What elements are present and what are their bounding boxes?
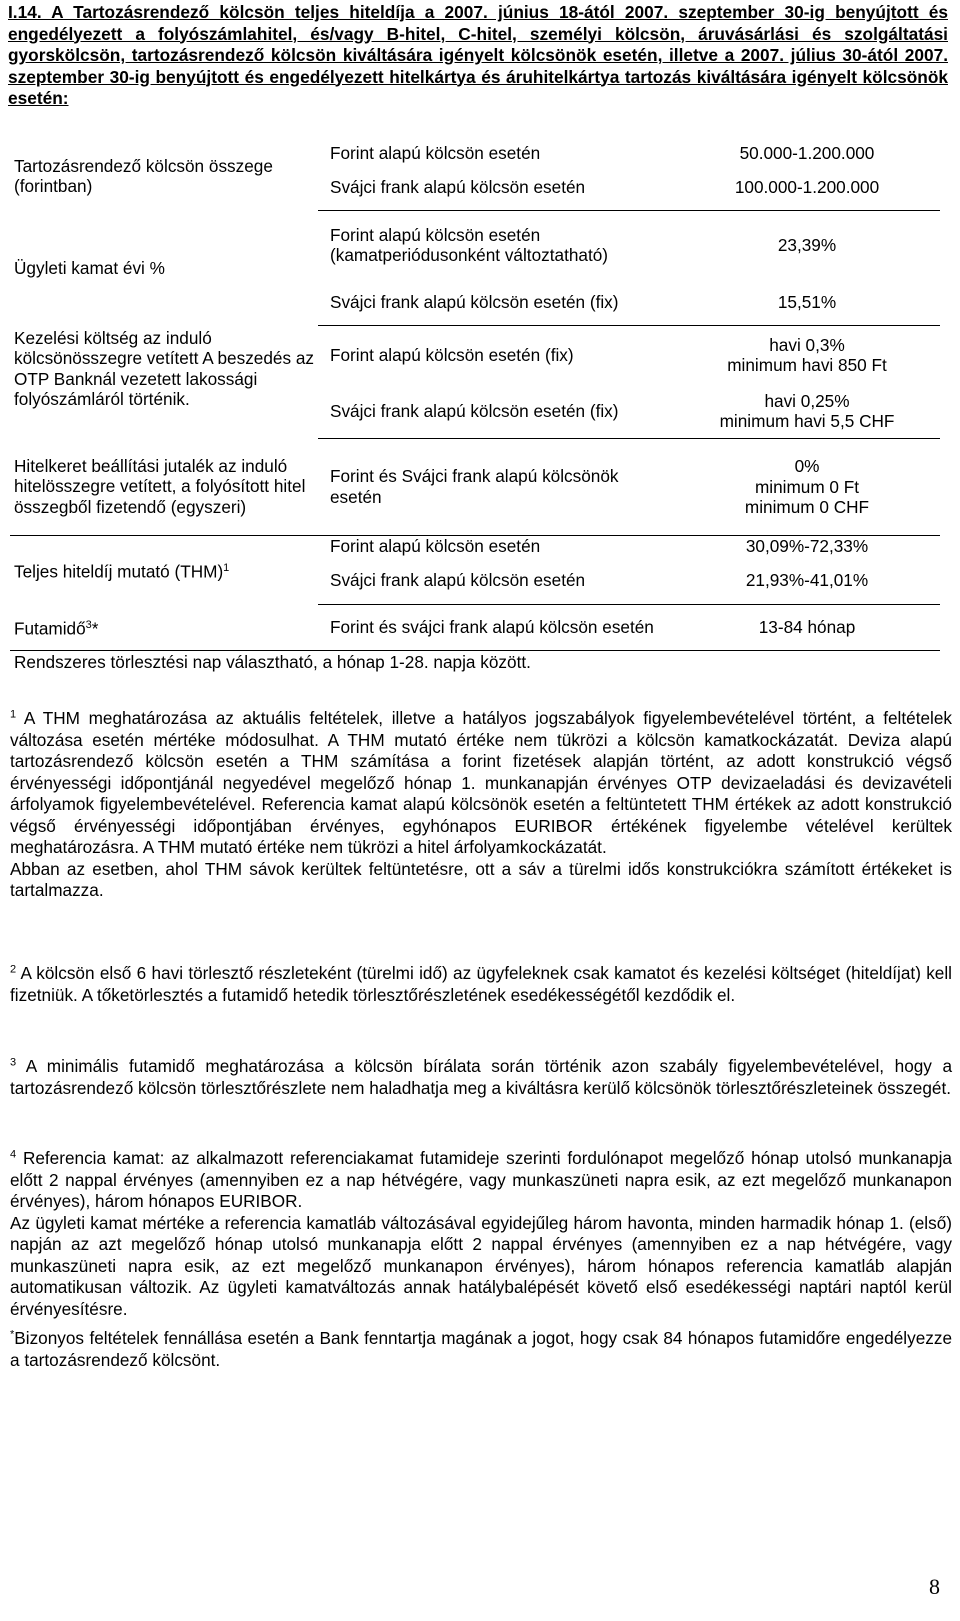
footnote-3-text: A minimális futamidő meghatározása a kölcsön bírálata során történik azon szabály figyelembevételével, hogy a tartozásrendező kölcsön törlesztőrészlete nem haladhatja meg a kiváltásra kerülő kölcsönök törlesztőrészleteinek összegét.	[10, 1056, 953, 1098]
setup-min-chf: minimum 0 CHF	[744, 497, 870, 517]
table-row	[10, 604, 940, 651]
fees-table	[10, 142, 940, 673]
repay-note: Rendszeres törlesztési nap választható, a hónap 1-28. napja között.	[14, 651, 531, 672]
footnote-4-text: Referencia kamat: az alkalmazott referenciakamat futamideje szerinti fordulónapot megelőző hónap utolsó munkanapja előtt 2 nappal érvényes (amennyiben ez a nap hétvégére, vagy munkaszüneti napra esik, az ezt megelőző munkanapon érvényes), három hónapos EURIBOR.	[10, 1148, 952, 1211]
fee-chf-min: minimum havi 5,5 CHF	[719, 411, 895, 431]
thm-huf-value: 30,09%-72,33%	[745, 536, 869, 557]
fee-label: Kezelési költség az induló kölcsönösszegre vetített A beszedés az OTP Banknál vezetett lakossági folyószámláról történik.	[14, 327, 314, 409]
footnote-4-text2: Az ügyleti kamat mértéke a referencia kamatláb változásával egyidejűleg három havonta, minden harmadik hónap 1. (első) napján az azt megelőző hónap utolsó munkanapja előtt 2 nappal érvényes (amennyiben ez a nap hétvégére, vagy munkaszüneti napra esik, az ezt megelőző munkanapon érvényes), három hónapos referencia kamatláb alapján automatikusan változik. Az ügyleti kamatváltozás annak hatálybalépését követő első esedékességi naptári naptól kerül érvényesítésre.	[10, 1212, 952, 1319]
fee-chf-rate: havi 0,25%	[764, 390, 850, 411]
footnote-3-num: 3	[10, 1056, 17, 1069]
fee-chf-value	[674, 384, 940, 439]
table-row	[10, 439, 940, 536]
term-label	[10, 604, 318, 651]
footnote-4	[10, 1148, 952, 1320]
rate-chf-value: 15,51%	[674, 279, 940, 326]
term-footnote-ref: 3	[85, 618, 92, 631]
fee-huf-cond: Forint alapú kölcsön esetén (fix)	[330, 344, 574, 365]
amount-chf-value: 100.000-1.200.000	[674, 164, 940, 211]
footnote-1-text2: Abban az esetben, ahol THM sávok kerültek feltüntetésre, ott a sáv a türelmi idős konstrukciókra számított értékeket is tartalmazza.	[10, 858, 952, 900]
footnote-4-num: 4	[10, 1148, 17, 1161]
table-row	[10, 535, 940, 558]
amount-label: Tartozásrendező kölcsön összege (forintban)	[14, 155, 273, 197]
footnote-2	[10, 963, 952, 1006]
table-row	[10, 651, 940, 674]
thm-label	[10, 535, 318, 604]
term-cond: Forint és svájci frank alapú kölcsön esetén	[318, 604, 674, 651]
table-row	[10, 142, 940, 164]
rate-label: Ügyleti kamat évi %	[14, 257, 165, 278]
term-star: *	[91, 618, 99, 639]
footnote-1-text: A THM meghatározása az aktuális feltételek, illetve a hatályos jogszabályok figyelembevételével történt, a feltételek változása esetén mértéke módosulhat. A THM mutató értéke nem tükrözi a kölcsön kamatkockázatát. Deviza alapú tartozásrendező kölcsön esetén a THM számítása a forint fizetések alapján történt, az adott konstrukció végső érvényességi időpontjánál negyedével megelőző hónap 1. munkanapján érvényes OTP devizaeladási és devizavételi árfolyamok figyelembevételével. Referencia kamat alapú kölcsönök esetén a feltüntetett THM értékek az adott konstrukció végső érvényességi időpontjában érvényes, egyhónapos EURIBOR értékének figyelembe vételével kerültek meghatározásra. A THM mutató értéke nem tükrözi a hitel árfolyamkockázatát.	[10, 708, 953, 857]
table-row	[10, 326, 940, 385]
fee-huf-min: minimum havi 850 Ft	[727, 355, 887, 375]
setup-value	[674, 439, 940, 536]
page-number: 8	[929, 1574, 940, 1599]
thm-footnote-ref: 1	[223, 561, 230, 574]
thm-huf-cond: Forint alapú kölcsön esetén	[330, 536, 541, 557]
footnote-1	[10, 708, 952, 902]
fee-huf-value	[674, 326, 940, 385]
fee-huf-rate: havi 0,3%	[769, 334, 845, 355]
term-label-text: Futamidő	[14, 618, 86, 639]
term-value: 13-84 hónap	[674, 604, 940, 651]
footnote-2-text: A kölcsön első 6 havi törlesztő részleteként (türelmi idő) az ügyfeleknek csak kamatot és kezelési költséget (hiteldíjat) kell fizetniük. A tőketörlesztés a futamidő hetedik törlesztőrészletének esedékességétől kezdődik el.	[10, 963, 952, 1005]
footnote-3	[10, 1056, 952, 1099]
thm-chf-value: 21,93%-41,01%	[674, 558, 940, 605]
footnote-5-text: Bizonyos feltételek fennállása esetén a Bank fenntartja magának a jogot, hogy csak 84 hónapos futamidőre engedélyezze a tartozásrendező kölcsönt.	[10, 1328, 952, 1370]
rate-huf-cond: Forint alapú kölcsön esetén (kamatperiódusonként változtatható)	[330, 224, 609, 265]
amount-huf-value: 50.000-1.200.000	[739, 142, 875, 163]
amount-huf-cond: Forint alapú kölcsön esetén	[330, 142, 541, 163]
amount-chf-cond: Svájci frank alapú kölcsön esetén	[318, 164, 674, 211]
fee-chf-cond: Svájci frank alapú kölcsön esetén (fix)	[318, 384, 674, 439]
thm-label-text: Teljes hiteldíj mutató (THM)	[14, 561, 224, 582]
footnote-1-num: 1	[10, 708, 17, 721]
footnote-5	[10, 1328, 952, 1371]
setup-label: Hitelkeret beállítási jutalék az induló hitelösszegre vetített, a folyósított hitel összegből fizetendő (egyszeri)	[10, 439, 318, 536]
thm-chf-cond: Svájci frank alapú kölcsön esetén	[318, 558, 674, 605]
rate-huf-value: 23,39%	[777, 234, 837, 255]
table-row	[10, 211, 940, 280]
setup-min-huf: minimum 0 Ft	[754, 476, 860, 497]
footnote-5-num: *	[10, 1328, 15, 1341]
footnote-2-num: 2	[10, 963, 17, 976]
setup-rate: 0%	[794, 456, 820, 476]
section-heading: I.14. A Tartozásrendező kölcsön teljes hiteldíja a 2007. június 18-ától 2007. szeptember 30-ig benyújtott és engedélyezett a folyószámlahitel, és/vagy B-hitel, C-hitel, személyi kölcsön, áruvásárlási és szolgáltatási gyorskölcsön, tartozásrendező kölcsön kiváltására igényelt kölcsönök esetén, illetve a 2007. július 30-ától 2007. szeptember 30-ig benyújtott és engedélyezett hitelkártya és áruhitelkártya tartozás kiváltására igényelt kölcsönök esetén:	[8, 2, 948, 108]
rate-chf-cond: Svájci frank alapú kölcsön esetén (fix)	[318, 279, 674, 326]
setup-cond: Forint és Svájci frank alapú kölcsönök esetén	[318, 439, 674, 536]
